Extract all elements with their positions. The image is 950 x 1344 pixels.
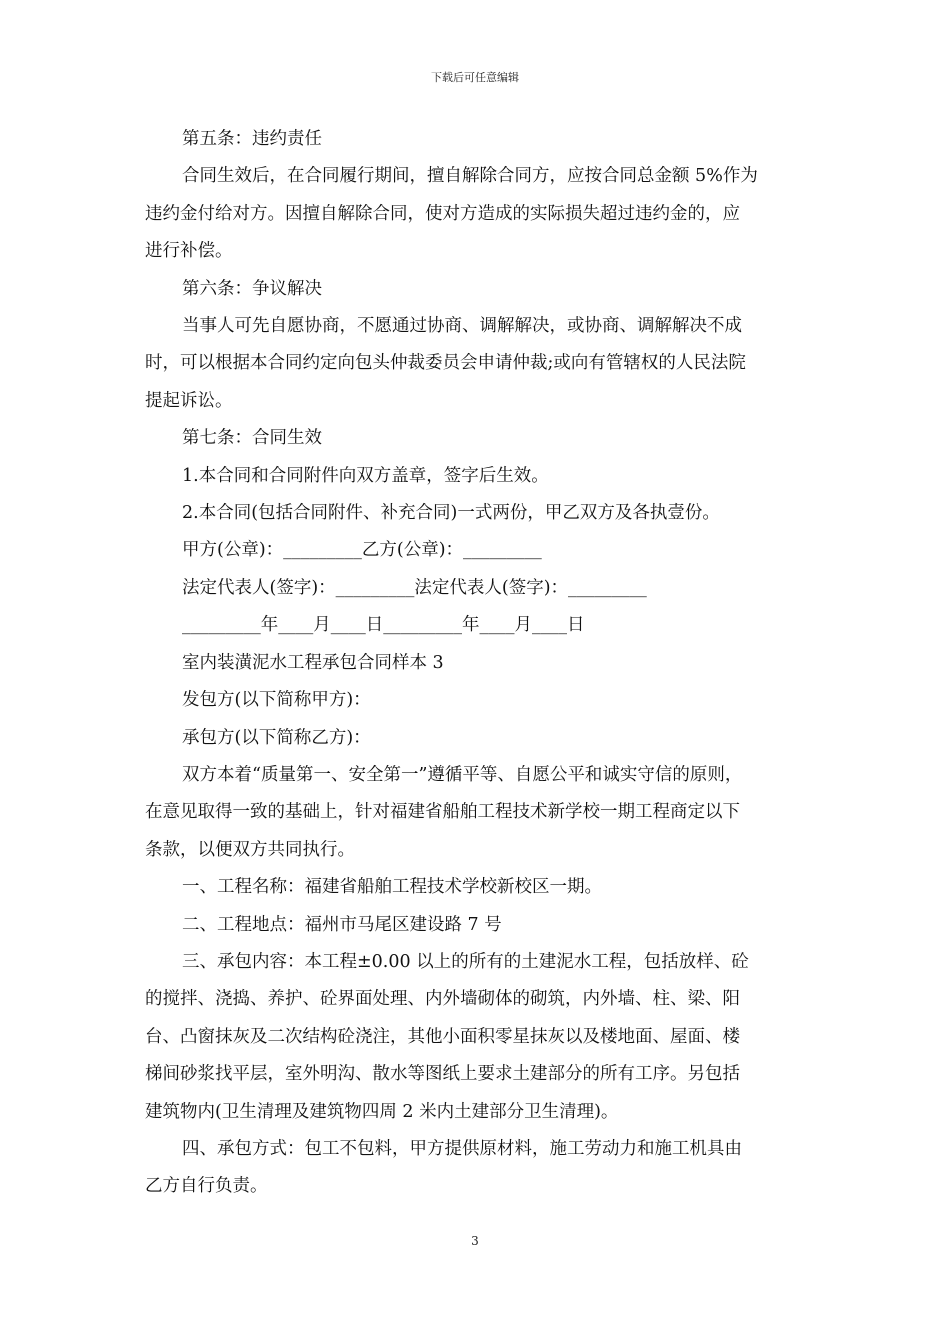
signature-line: 法定代表人(签字)：_________法定代表人(签字)：_________: [182, 577, 647, 598]
paragraph-line: 发包方(以下简称甲方)：: [182, 690, 371, 711]
paragraph-line: 当事人可先自愿协商，不愿通过协商、调解解决，或协商、调解解决不成: [182, 316, 742, 337]
paragraph-line: 乙方自行负责。: [145, 1176, 268, 1197]
paragraph-line: 建筑物内(卫生清理及建筑物四周 2 米内土建部分卫生清理)。: [145, 1101, 619, 1122]
page-number: 3: [471, 1234, 479, 1248]
date-line: _________年____月____日_________年____月____日: [182, 615, 585, 636]
paragraph-line: 的搅拌、浇捣、养护、砼界面处理、内外墙砌体的砌筑，内外墙、柱、梁、阳: [145, 989, 740, 1010]
paragraph-line: 双方本着“质量第一、安全第一”遵循平等、自愿公平和诚实守信的原则，: [182, 764, 743, 785]
article-6-heading: 第六条：争议解决: [182, 278, 322, 299]
paragraph-line: 条款，以便双方共同执行。: [145, 839, 355, 860]
paragraph-line: 1.本合同和合同附件向双方盖章，签字后生效。: [182, 465, 549, 486]
paragraph-line: 违约金付给对方。因擅自解除合同，使对方造成的实际损失超过违约金的，应: [145, 203, 740, 224]
page-header: 下载后可任意编辑: [431, 71, 519, 84]
paragraph-line: 台、凸窗抹灰及二次结构砼浇注，其他小面积零星抹灰以及楼地面、屋面、楼: [145, 1026, 740, 1047]
article-7-heading: 第七条：合同生效: [182, 428, 322, 449]
paragraph-line: 二、工程地点：福州市马尾区建设路 7 号: [182, 914, 502, 935]
paragraph-line: 承包方(以下简称乙方)：: [182, 727, 371, 748]
paragraph-line: 在意见取得一致的基础上，针对福建省船舶工程技术新学校一期工程商定以下: [145, 802, 740, 823]
paragraph-line: 三、承包内容：本工程±0.00 以上的所有的土建泥水工程，包括放样、砼: [182, 951, 749, 972]
section-title: 室内装潢泥水工程承包合同样本 3: [182, 652, 444, 673]
paragraph-line: 梯间砂浆找平层，室外明沟、散水等图纸上要求土建部分的所有工序。另包括: [145, 1064, 740, 1085]
paragraph-line: 提起诉讼。: [145, 390, 233, 411]
article-5-heading: 第五条：违约责任: [182, 129, 322, 149]
paragraph-line: 一、工程名称：福建省船舶工程技术学校新校区一期。: [182, 877, 602, 898]
paragraph-line: 合同生效后，在合同履行期间，擅自解除合同方，应按合同总金额 5%作为: [182, 166, 758, 187]
paragraph-line: 四、承包方式：包工不包料，甲方提供原材料，施工劳动力和施工机具由: [182, 1138, 742, 1159]
paragraph-line: 2.本合同(包括合同附件、补充合同)一式两份，甲乙双方及各执壹份。: [182, 503, 720, 524]
paragraph-line: 时，可以根据本合同约定向包头仲裁委员会申请仲裁;或向有管辖权的人民法院: [145, 353, 746, 374]
document-body: [145, 121, 810, 1206]
paragraph-line: 进行补偿。: [145, 241, 233, 262]
signature-line: 甲方(公章)：_________乙方(公章)：_________: [182, 540, 542, 561]
